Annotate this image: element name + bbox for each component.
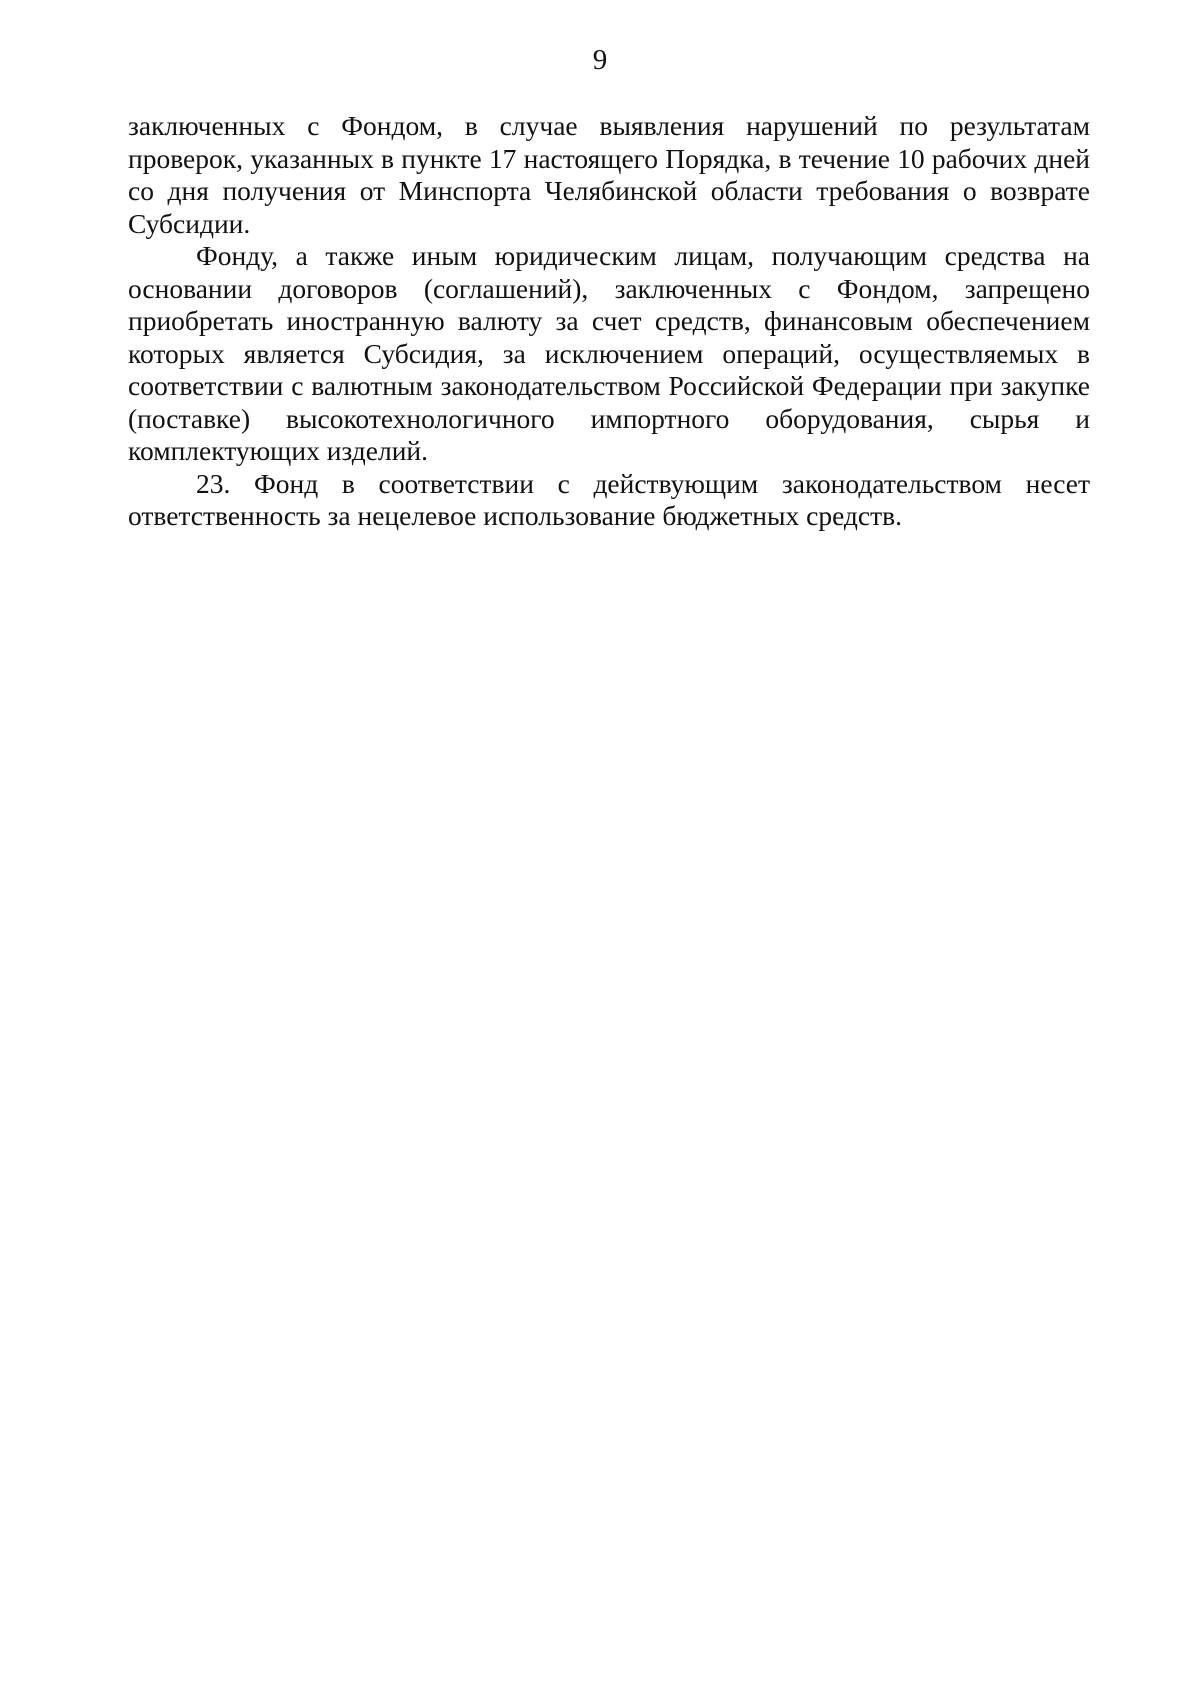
paragraph-currency-restriction: Фонду, а также иным юридическим лицам, получающим средства на основании договоров (соглашений), заключенных с Фондом, запрещено приобретать иностранную валюту за счет средств, финансовым обеспечением которых является Субсидия, за исключением операций, осуществляемых в соответствии с валютным законодательством Российской Федерации при закупке (поставке) высокотехнологичного импортного оборудования, сырья и комплектующих изделий. <box>128 240 1090 466</box>
paragraph-item-23: 23. Фонд в соответствии с действующим законодательством несет ответственность за нецелевое использование бюджетных средств. <box>128 467 1090 531</box>
paragraph-continuation: заключенных с Фондом, в случае выявления нарушений по результатам проверок, указанных в пункте 17 настоящего Порядка, в течение 10 рабочих дней со дня получения от Минспорта Челябинской области требования о возврате Субсидии. <box>128 110 1090 239</box>
document-body <box>128 110 1090 533</box>
page-number: 9 <box>592 44 608 76</box>
